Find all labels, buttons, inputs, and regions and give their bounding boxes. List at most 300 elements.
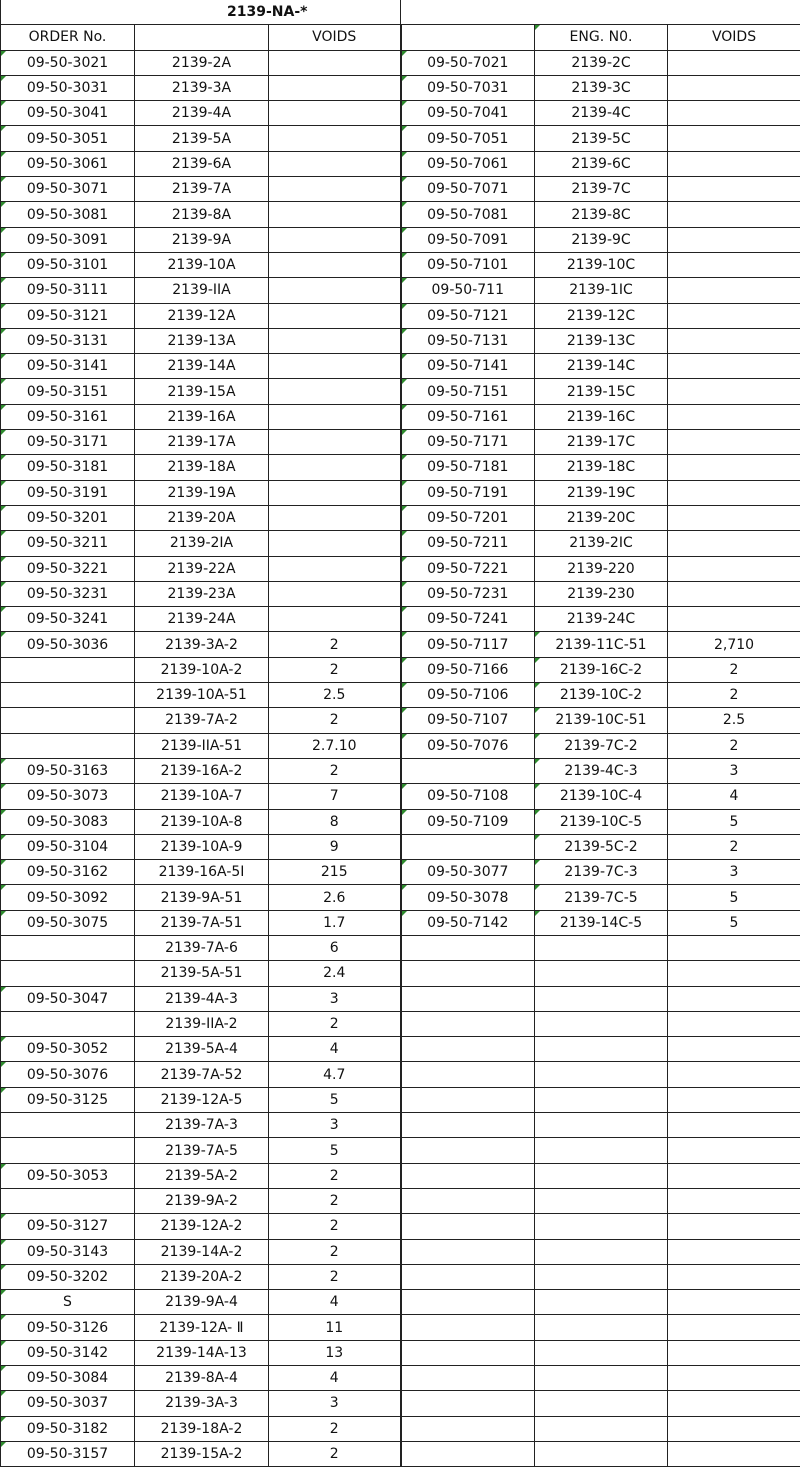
voids-2-cell[interactable] [668,75,800,100]
order-no-2-cell[interactable]: 09-50-7108 [401,784,535,809]
order-no-cell[interactable]: 09-50-3162 [1,860,135,885]
eng-no-cell[interactable]: 2139-16C [535,404,668,429]
part-no-cell[interactable]: 2139-3A-2 [135,632,269,657]
order-no-2-cell[interactable]: 09-50-7201 [401,505,535,530]
voids-cell[interactable]: 2 [269,1163,401,1188]
voids-2-cell[interactable]: 2 [668,834,800,859]
eng-no-cell[interactable]: 2139-15C [535,379,668,404]
voids-2-cell[interactable] [668,303,800,328]
column-header-part-no[interactable] [135,25,269,50]
eng-no-cell[interactable] [535,1441,668,1466]
voids-cell[interactable]: 11 [269,1315,401,1340]
voids-2-cell[interactable] [668,1416,800,1441]
part-no-cell[interactable]: 2139-3A [135,75,269,100]
order-no-cell[interactable]: 09-50-3202 [1,1264,135,1289]
order-no-2-cell[interactable] [401,1315,535,1340]
voids-cell[interactable]: 215 [269,860,401,885]
part-no-cell[interactable]: 2139-9A [135,227,269,252]
column-header-order-no-2[interactable] [401,25,535,50]
voids-2-cell[interactable] [668,1113,800,1138]
part-no-cell[interactable]: 2139-10A [135,252,269,277]
voids-2-cell[interactable] [668,1011,800,1036]
voids-2-cell[interactable] [668,607,800,632]
voids-cell[interactable]: 2.5 [269,683,401,708]
eng-no-cell[interactable]: 2139-5C [535,126,668,151]
voids-2-cell[interactable] [668,1037,800,1062]
eng-no-cell[interactable]: 2139-17C [535,430,668,455]
part-no-cell[interactable]: 2139-24A [135,607,269,632]
voids-cell[interactable] [269,101,401,126]
eng-no-cell[interactable] [535,1366,668,1391]
part-no-cell[interactable]: 2139-12A-2 [135,1214,269,1239]
order-no-cell[interactable]: 09-50-3075 [1,910,135,935]
order-no-cell[interactable]: 09-50-3031 [1,75,135,100]
voids-cell[interactable]: 3 [269,986,401,1011]
order-no-cell[interactable]: 09-50-3111 [1,278,135,303]
voids-2-cell[interactable] [668,1239,800,1264]
order-no-2-cell[interactable] [401,1037,535,1062]
voids-cell[interactable]: 9 [269,834,401,859]
part-no-cell[interactable]: 2139-9A-2 [135,1188,269,1213]
order-no-cell[interactable] [1,935,135,960]
order-no-2-cell[interactable]: 09-50-7021 [401,50,535,75]
order-no-2-cell[interactable]: 09-50-7171 [401,430,535,455]
column-header-voids[interactable]: VOIDS [269,25,401,50]
order-no-2-cell[interactable]: 09-50-7231 [401,581,535,606]
part-no-cell[interactable]: 2139-4A-3 [135,986,269,1011]
voids-cell[interactable] [269,480,401,505]
order-no-2-cell[interactable]: 09-50-7117 [401,632,535,657]
voids-cell[interactable]: 5 [269,1138,401,1163]
eng-no-cell[interactable]: 2139-10C-51 [535,708,668,733]
order-no-cell[interactable] [1,961,135,986]
order-no-cell[interactable]: 09-50-3104 [1,834,135,859]
voids-2-cell[interactable] [668,1290,800,1315]
order-no-2-cell[interactable]: 09-50-7131 [401,328,535,353]
order-no-2-cell[interactable] [401,1062,535,1087]
order-no-cell[interactable]: 09-50-3143 [1,1239,135,1264]
order-no-cell[interactable]: 09-50-3071 [1,177,135,202]
order-no-2-cell[interactable]: 09-50-7061 [401,151,535,176]
eng-no-cell[interactable]: 2139-12C [535,303,668,328]
part-no-cell[interactable]: 2139-9A-4 [135,1290,269,1315]
voids-cell[interactable]: 2 [269,1416,401,1441]
eng-no-cell[interactable]: 2139-2IC [535,531,668,556]
order-no-2-cell[interactable]: 09-50-7142 [401,910,535,935]
voids-cell[interactable] [269,50,401,75]
voids-cell[interactable]: 5 [269,1087,401,1112]
order-no-2-cell[interactable] [401,1163,535,1188]
part-no-cell[interactable]: 2139-2A [135,50,269,75]
order-no-cell[interactable]: 09-50-3142 [1,1340,135,1365]
voids-cell[interactable]: 2 [269,758,401,783]
column-header-voids-2[interactable]: VOIDS [668,25,800,50]
order-no-2-cell[interactable]: 09-50-7181 [401,455,535,480]
eng-no-cell[interactable] [535,1340,668,1365]
voids-cell[interactable] [269,202,401,227]
order-no-2-cell[interactable] [401,935,535,960]
order-no-cell[interactable]: 09-50-3191 [1,480,135,505]
voids-2-cell[interactable] [668,1214,800,1239]
voids-2-cell[interactable] [668,1138,800,1163]
voids-cell[interactable]: 2 [269,1264,401,1289]
voids-2-cell[interactable] [668,328,800,353]
part-no-cell[interactable]: 2139-5A-51 [135,961,269,986]
order-no-2-cell[interactable]: 09-50-7241 [401,607,535,632]
voids-2-cell[interactable]: 2 [668,657,800,682]
order-no-cell[interactable]: 09-50-3084 [1,1366,135,1391]
part-no-cell[interactable]: 2139-IIA-51 [135,733,269,758]
order-no-cell[interactable]: 09-50-3053 [1,1163,135,1188]
voids-cell[interactable] [269,328,401,353]
order-no-2-cell[interactable]: 09-50-7109 [401,809,535,834]
part-no-cell[interactable]: 2139-18A [135,455,269,480]
voids-cell[interactable] [269,455,401,480]
eng-no-cell[interactable] [535,1239,668,1264]
eng-no-cell[interactable]: 2139-14C [535,354,668,379]
eng-no-cell[interactable]: 2139-7C-5 [535,885,668,910]
order-no-2-cell[interactable]: 09-50-7121 [401,303,535,328]
voids-2-cell[interactable] [668,404,800,429]
order-no-cell[interactable]: 09-50-3231 [1,581,135,606]
voids-cell[interactable]: 3 [269,1391,401,1416]
eng-no-cell[interactable] [535,1163,668,1188]
voids-2-cell[interactable] [668,531,800,556]
voids-2-cell[interactable] [668,354,800,379]
voids-cell[interactable] [269,531,401,556]
order-no-cell[interactable] [1,1188,135,1213]
part-no-cell[interactable]: 2139-4A [135,101,269,126]
part-no-cell[interactable]: 2139-8A-4 [135,1366,269,1391]
voids-cell[interactable] [269,278,401,303]
part-no-cell[interactable]: 2139-16A [135,404,269,429]
part-no-cell[interactable]: 2139-12A [135,303,269,328]
order-no-2-cell[interactable] [401,1290,535,1315]
part-no-cell[interactable]: 2139-IIA [135,278,269,303]
voids-2-cell[interactable] [668,50,800,75]
part-no-cell[interactable]: 2139-10A-8 [135,809,269,834]
order-no-cell[interactable] [1,1113,135,1138]
order-no-2-cell[interactable] [401,1188,535,1213]
eng-no-cell[interactable]: 2139-7C-3 [535,860,668,885]
order-no-cell[interactable]: 09-50-3051 [1,126,135,151]
voids-cell[interactable]: 2 [269,708,401,733]
voids-cell[interactable] [269,430,401,455]
order-no-2-cell[interactable]: 09-50-7107 [401,708,535,733]
eng-no-cell[interactable]: 2139-5C-2 [535,834,668,859]
order-no-cell[interactable]: 09-50-3201 [1,505,135,530]
eng-no-cell[interactable]: 2139-8C [535,202,668,227]
order-no-2-cell[interactable]: 09-50-7221 [401,556,535,581]
voids-cell[interactable] [269,379,401,404]
voids-2-cell[interactable] [668,505,800,530]
part-no-cell[interactable]: 2139-15A [135,379,269,404]
eng-no-cell[interactable]: 2139-3C [535,75,668,100]
voids-2-cell[interactable] [668,1366,800,1391]
part-no-cell[interactable]: 2139-7A-6 [135,935,269,960]
voids-2-cell[interactable] [668,278,800,303]
order-no-cell[interactable]: 09-50-3092 [1,885,135,910]
order-no-2-cell[interactable] [401,1366,535,1391]
part-no-cell[interactable]: 2139-8A [135,202,269,227]
eng-no-cell[interactable]: 2139-230 [535,581,668,606]
eng-no-cell[interactable] [535,961,668,986]
voids-cell[interactable] [269,126,401,151]
voids-2-cell[interactable]: 2.5 [668,708,800,733]
voids-cell[interactable]: 4 [269,1290,401,1315]
order-no-2-cell[interactable]: 09-50-7081 [401,202,535,227]
voids-cell[interactable] [269,75,401,100]
eng-no-cell[interactable] [535,1087,668,1112]
order-no-2-cell[interactable] [401,1113,535,1138]
voids-cell[interactable]: 4 [269,1037,401,1062]
order-no-2-cell[interactable] [401,1416,535,1441]
voids-2-cell[interactable] [668,1264,800,1289]
order-no-cell[interactable]: 09-50-3241 [1,607,135,632]
voids-cell[interactable]: 2 [269,1011,401,1036]
voids-cell[interactable] [269,556,401,581]
order-no-2-cell[interactable]: 09-50-7161 [401,404,535,429]
voids-cell[interactable]: 2.4 [269,961,401,986]
voids-cell[interactable]: 2.7.10 [269,733,401,758]
voids-cell[interactable]: 7 [269,784,401,809]
order-no-cell[interactable]: 09-50-3125 [1,1087,135,1112]
voids-cell[interactable]: 4.7 [269,1062,401,1087]
part-no-cell[interactable]: 2139-7A-3 [135,1113,269,1138]
order-no-2-cell[interactable]: 09-50-7071 [401,177,535,202]
order-no-cell[interactable]: 09-50-3126 [1,1315,135,1340]
order-no-cell[interactable]: 09-50-3091 [1,227,135,252]
voids-2-cell[interactable]: 2 [668,733,800,758]
voids-cell[interactable]: 1.7 [269,910,401,935]
part-no-cell[interactable]: 2139-7A [135,177,269,202]
column-header-order-no[interactable]: ORDER No. [1,25,135,50]
part-no-cell[interactable]: 2139-6A [135,151,269,176]
order-no-2-cell[interactable]: 09-50-7101 [401,252,535,277]
part-no-cell[interactable]: 2139-7A-51 [135,910,269,935]
voids-cell[interactable]: 2 [269,657,401,682]
order-no-cell[interactable]: 09-50-3047 [1,986,135,1011]
order-no-2-cell[interactable]: 09-50-7076 [401,733,535,758]
voids-2-cell[interactable]: 5 [668,910,800,935]
order-no-2-cell[interactable]: 09-50-7091 [401,227,535,252]
order-no-cell[interactable]: 09-50-3081 [1,202,135,227]
order-no-2-cell[interactable]: 09-50-3078 [401,885,535,910]
order-no-cell[interactable]: 09-50-3157 [1,1441,135,1466]
order-no-cell[interactable]: 09-50-3161 [1,404,135,429]
order-no-cell[interactable]: 09-50-3061 [1,151,135,176]
order-no-cell[interactable]: 09-50-3182 [1,1416,135,1441]
voids-2-cell[interactable] [668,177,800,202]
voids-cell[interactable] [269,581,401,606]
voids-2-cell[interactable] [668,252,800,277]
eng-no-cell[interactable]: 2139-14C-5 [535,910,668,935]
order-no-cell[interactable] [1,708,135,733]
part-no-cell[interactable]: 2139-9A-51 [135,885,269,910]
part-no-cell[interactable]: 2139-17A [135,430,269,455]
eng-no-cell[interactable]: 2139-10C [535,252,668,277]
order-no-cell[interactable]: 09-50-3037 [1,1391,135,1416]
part-no-cell[interactable]: 2139-13A [135,328,269,353]
voids-2-cell[interactable] [668,581,800,606]
part-no-cell[interactable]: 2139-16A-5I [135,860,269,885]
order-no-cell[interactable]: 09-50-3131 [1,328,135,353]
part-no-cell[interactable]: 2139-14A [135,354,269,379]
voids-2-cell[interactable] [668,480,800,505]
order-no-2-cell[interactable] [401,1214,535,1239]
part-no-cell[interactable]: 2139-18A-2 [135,1416,269,1441]
part-no-cell[interactable]: 2139-2IA [135,531,269,556]
voids-2-cell[interactable] [668,227,800,252]
eng-no-cell[interactable]: 2139-10C-2 [535,683,668,708]
eng-no-cell[interactable]: 2139-4C [535,101,668,126]
eng-no-cell[interactable]: 2139-2C [535,50,668,75]
order-no-2-cell[interactable] [401,1340,535,1365]
voids-2-cell[interactable] [668,126,800,151]
part-no-cell[interactable]: 2139-10A-51 [135,683,269,708]
voids-2-cell[interactable] [668,101,800,126]
voids-2-cell[interactable] [668,202,800,227]
voids-2-cell[interactable] [668,1163,800,1188]
blank-cell[interactable] [401,0,800,25]
voids-cell[interactable]: 2 [269,632,401,657]
voids-cell[interactable]: 8 [269,809,401,834]
order-no-2-cell[interactable] [401,1138,535,1163]
voids-2-cell[interactable] [668,379,800,404]
order-no-2-cell[interactable] [401,1087,535,1112]
voids-cell[interactable] [269,151,401,176]
order-no-cell[interactable]: 09-50-3121 [1,303,135,328]
voids-cell[interactable] [269,177,401,202]
part-no-cell[interactable]: 2139-10A-2 [135,657,269,682]
voids-2-cell[interactable]: 4 [668,784,800,809]
order-no-2-cell[interactable] [401,1264,535,1289]
voids-2-cell[interactable] [668,430,800,455]
order-no-cell[interactable]: 09-50-3171 [1,430,135,455]
column-header-eng-no[interactable]: ENG. N0. [535,25,668,50]
eng-no-cell[interactable]: 2139-1IC [535,278,668,303]
order-no-cell[interactable]: 09-50-3073 [1,784,135,809]
order-no-cell[interactable]: 09-50-3163 [1,758,135,783]
order-no-cell[interactable]: 09-50-3083 [1,809,135,834]
part-no-cell[interactable]: 2139-16A-2 [135,758,269,783]
part-no-cell[interactable]: 2139-10A-9 [135,834,269,859]
voids-cell[interactable]: 13 [269,1340,401,1365]
eng-no-cell[interactable]: 2139-20C [535,505,668,530]
part-no-cell[interactable]: 2139-5A-4 [135,1037,269,1062]
voids-cell[interactable]: 2 [269,1239,401,1264]
part-no-cell[interactable]: 2139-14A-13 [135,1340,269,1365]
eng-no-cell[interactable] [535,1290,668,1315]
eng-no-cell[interactable] [535,1011,668,1036]
part-no-cell[interactable]: 2139-23A [135,581,269,606]
eng-no-cell[interactable]: 2139-10C-4 [535,784,668,809]
eng-no-cell[interactable]: 2139-19C [535,480,668,505]
voids-cell[interactable] [269,227,401,252]
order-no-2-cell[interactable] [401,834,535,859]
voids-2-cell[interactable] [668,1315,800,1340]
voids-2-cell[interactable] [668,1441,800,1466]
order-no-cell[interactable] [1,657,135,682]
eng-no-cell[interactable] [535,1188,668,1213]
order-no-2-cell[interactable]: 09-50-7151 [401,379,535,404]
order-no-cell[interactable]: 09-50-3052 [1,1037,135,1062]
voids-cell[interactable] [269,354,401,379]
part-no-cell[interactable]: 2139-7A-52 [135,1062,269,1087]
eng-no-cell[interactable]: 2139-16C-2 [535,657,668,682]
part-no-cell[interactable]: 2139-7A-2 [135,708,269,733]
eng-no-cell[interactable] [535,1264,668,1289]
voids-2-cell[interactable] [668,1087,800,1112]
voids-cell[interactable]: 2 [269,1214,401,1239]
eng-no-cell[interactable] [535,1113,668,1138]
part-no-cell[interactable]: 2139-5A [135,126,269,151]
order-no-2-cell[interactable] [401,1011,535,1036]
order-no-cell[interactable]: 09-50-3221 [1,556,135,581]
order-no-2-cell[interactable]: 09-50-3077 [401,860,535,885]
voids-2-cell[interactable]: 5 [668,809,800,834]
order-no-cell[interactable] [1,733,135,758]
order-no-2-cell[interactable] [401,961,535,986]
part-no-cell[interactable]: 2139-10A-7 [135,784,269,809]
voids-cell[interactable]: 2.6 [269,885,401,910]
order-no-cell[interactable]: 09-50-3021 [1,50,135,75]
eng-no-cell[interactable] [535,935,668,960]
part-no-cell[interactable]: 2139-19A [135,480,269,505]
order-no-cell[interactable] [1,1138,135,1163]
order-no-cell[interactable]: 09-50-3141 [1,354,135,379]
order-no-2-cell[interactable]: 09-50-7041 [401,101,535,126]
order-no-2-cell[interactable] [401,1441,535,1466]
eng-no-cell[interactable]: 2139-11C-51 [535,632,668,657]
eng-no-cell[interactable] [535,1391,668,1416]
voids-2-cell[interactable] [668,1188,800,1213]
eng-no-cell[interactable]: 2139-6C [535,151,668,176]
order-no-2-cell[interactable] [401,986,535,1011]
order-no-2-cell[interactable]: 09-50-7211 [401,531,535,556]
eng-no-cell[interactable]: 2139-7C [535,177,668,202]
voids-cell[interactable]: 3 [269,1113,401,1138]
order-no-cell[interactable]: 09-50-3076 [1,1062,135,1087]
order-no-2-cell[interactable] [401,758,535,783]
part-no-cell[interactable]: 2139-5A-2 [135,1163,269,1188]
part-no-cell[interactable]: 2139-7A-5 [135,1138,269,1163]
eng-no-cell[interactable] [535,1315,668,1340]
order-no-cell[interactable]: 09-50-3041 [1,101,135,126]
voids-2-cell[interactable] [668,1391,800,1416]
eng-no-cell[interactable] [535,1416,668,1441]
part-no-cell[interactable]: 2139-12A- Ⅱ [135,1315,269,1340]
order-no-cell[interactable]: 09-50-3211 [1,531,135,556]
part-no-cell[interactable]: 2139-20A [135,505,269,530]
order-no-cell[interactable]: 09-50-3151 [1,379,135,404]
order-no-2-cell[interactable] [401,1239,535,1264]
order-no-cell[interactable] [1,683,135,708]
voids-cell[interactable] [269,505,401,530]
voids-cell[interactable] [269,404,401,429]
order-no-cell[interactable]: 09-50-3127 [1,1214,135,1239]
order-no-2-cell[interactable]: 09-50-7166 [401,657,535,682]
sheet-title[interactable]: 2139-NA-* [135,0,401,25]
order-no-cell[interactable]: 09-50-3036 [1,632,135,657]
voids-cell[interactable] [269,303,401,328]
voids-2-cell[interactable]: 2,710 [668,632,800,657]
eng-no-cell[interactable]: 2139-24C [535,607,668,632]
order-no-2-cell[interactable]: 09-50-711 [401,278,535,303]
eng-no-cell[interactable] [535,1037,668,1062]
eng-no-cell[interactable]: 2139-18C [535,455,668,480]
part-no-cell[interactable]: 2139-12A-5 [135,1087,269,1112]
